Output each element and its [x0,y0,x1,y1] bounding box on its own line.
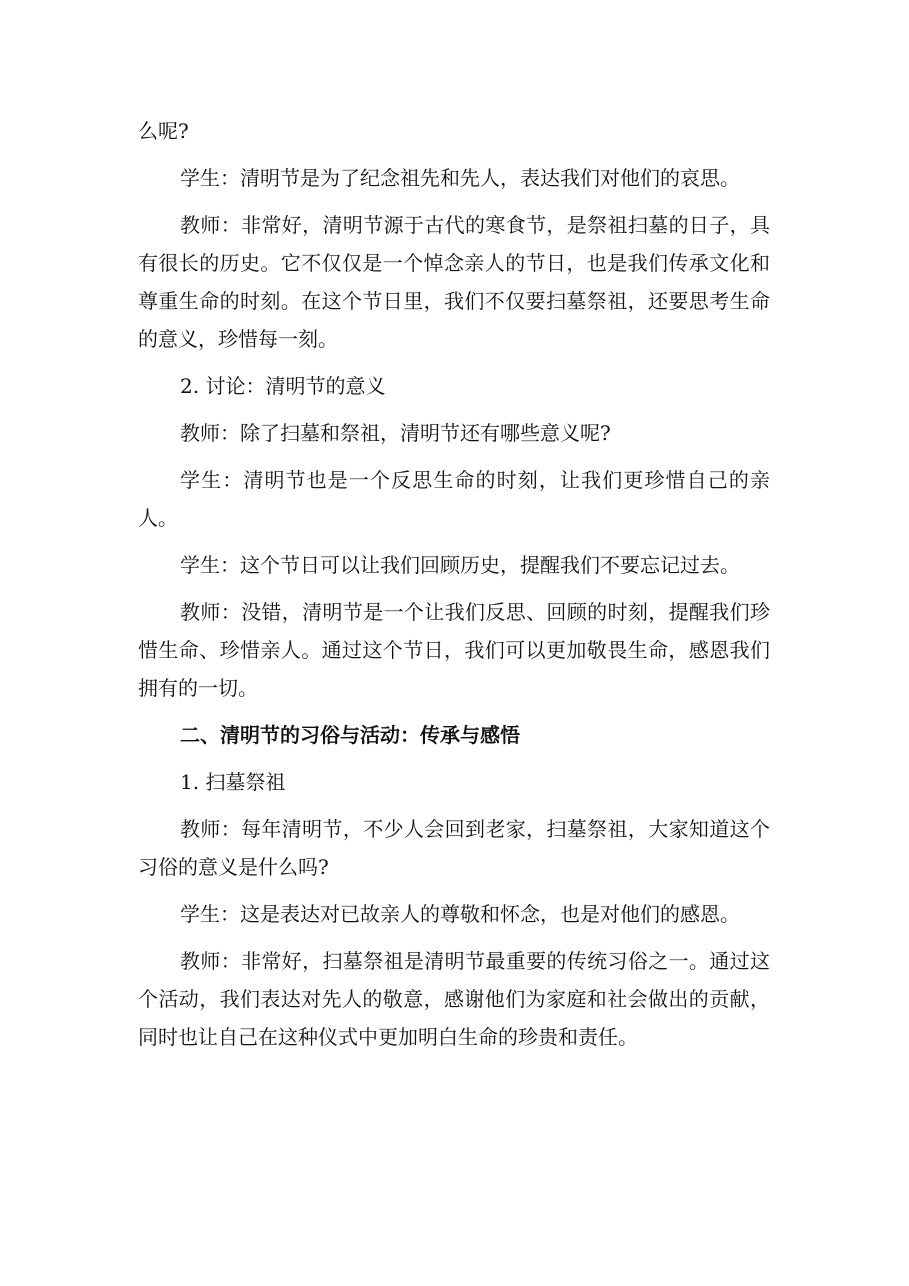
paragraph-student-answer-1: 学生：清明节是为了纪念祖先和先人，表达我们对他们的哀思。 [180,166,740,190]
paragraph-teacher-question-3: 教师：每年清明节，不少人会回到老家，扫墓祭祖，大家知道这个习俗的意义是什么吗? [138,817,770,879]
subsection-heading-discussion: 2. 讨论：清明节的意义 [180,374,386,398]
paragraph-teacher-explanation-1: 教师：非常好，清明节源于古代的寒食节，是祭祖扫墓的日子，具有很长的历史。它不仅仅是一个悼念亲人的节日，也是我们传承文化和尊重生命的时刻。在这个节日里，我们不仅要扫墓祭祖，还要思考生命的意义，珍惜每一刻。 [138,213,770,351]
paragraph-teacher-question-2: 教师：除了扫墓和祭祖，清明节还有哪些意义呢? [180,421,611,445]
paragraph-teacher-explanation-2: 教师：没错，清明节是一个让我们反思、回顾的时刻，提醒我们珍惜生命、珍惜亲人。通过这个节日，我们可以更加敬畏生命，感恩我们拥有的一切。 [138,600,770,700]
paragraph-teacher-explanation-3: 教师：非常好，扫墓祭祖是清明节最重要的传统习俗之一。通过这个活动，我们表达对先人的敬意，感谢他们为家庭和社会做出的贡献，同时也让自己在这种仪式中更加明白生命的珍贵和责任。 [138,949,770,1049]
document-body [138,112,770,1065]
paragraph-continuation: 么呢? [138,119,189,143]
subsection-heading-tomb-sweeping: 1. 扫墓祭祖 [180,770,286,794]
paragraph-student-answer-3: 学生：这个节日可以让我们回顾历史，提醒我们不要忘记过去。 [180,553,740,577]
paragraph-student-answer-2: 学生：清明节也是一个反思生命的时刻，让我们更珍惜自己的亲人。 [138,468,770,530]
paragraph-student-answer-4: 学生：这是表达对已故亲人的尊敬和怀念，也是对他们的感恩。 [180,902,740,926]
section-heading-customs: 二、清明节的习俗与活动：传承与感悟 [180,723,520,747]
